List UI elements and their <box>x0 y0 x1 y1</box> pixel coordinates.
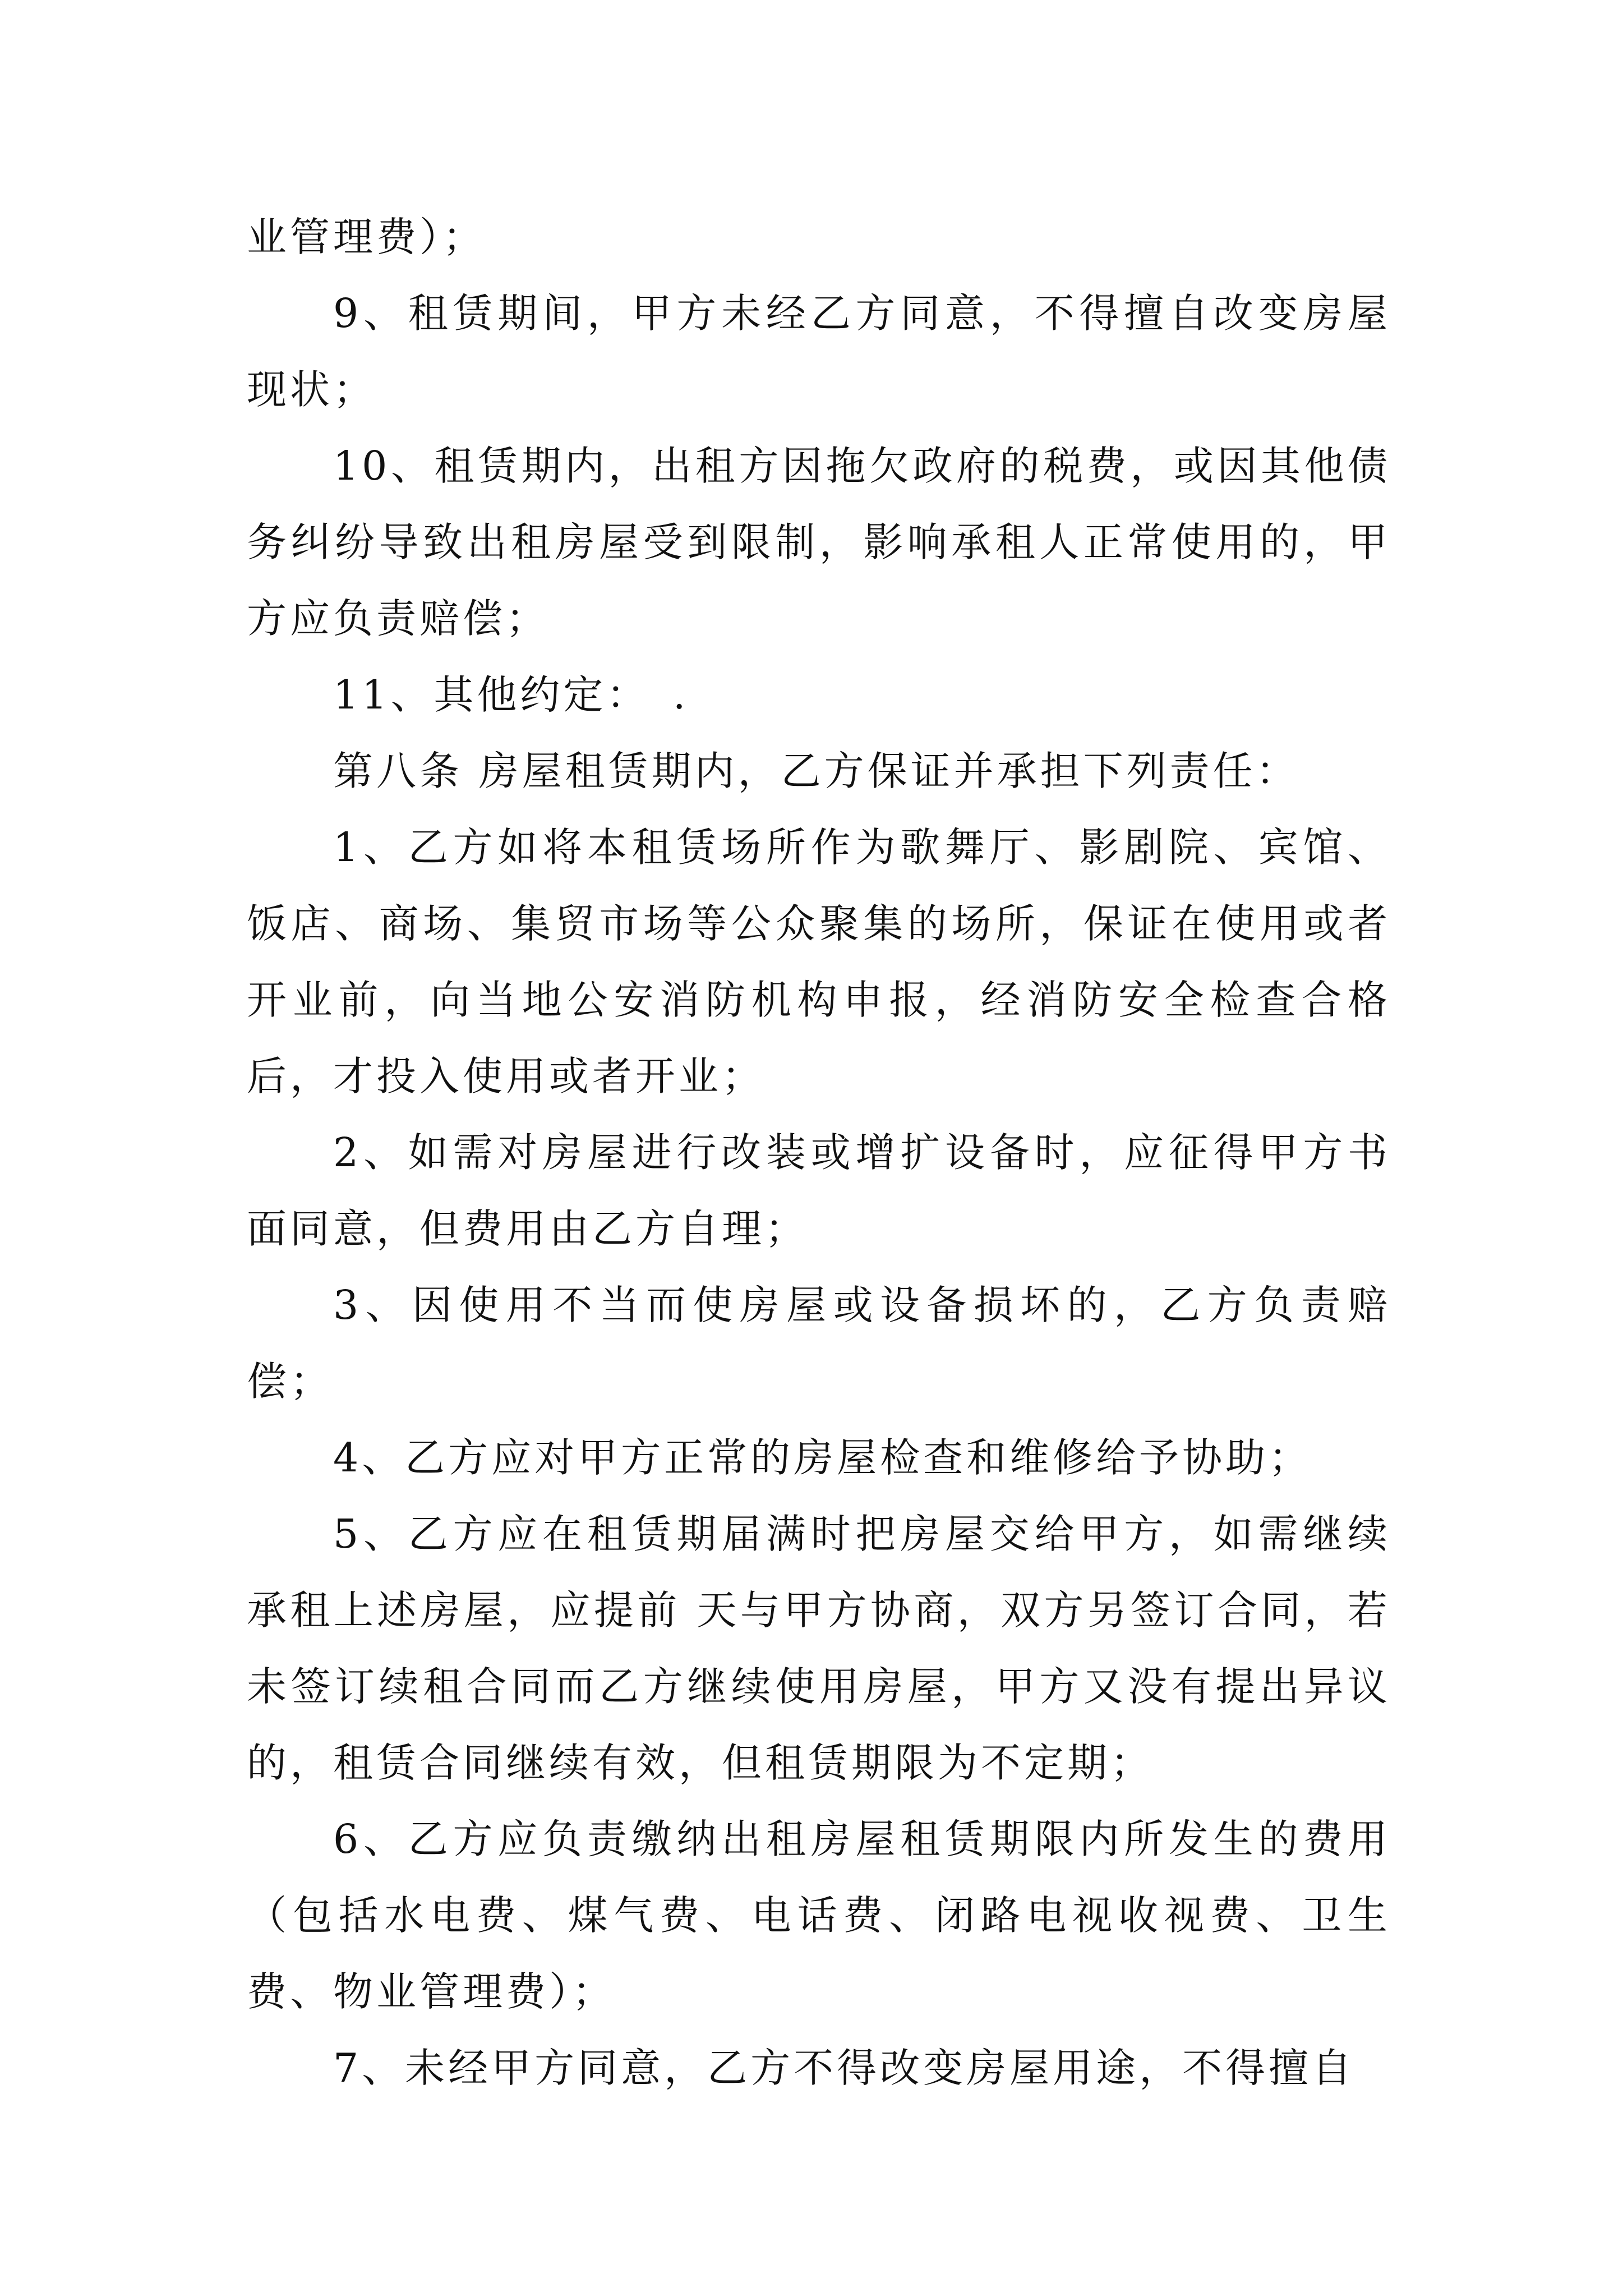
section-heading: 第八条 房屋租赁期内，乙方保证并承担下列责任： <box>333 748 1299 794</box>
paragraph: 7、未经甲方同意，乙方不得改变房屋用途，不得擅自 <box>333 2045 1355 2091</box>
paragraph: 2、如需对房屋进行改装或增扩设备时，应征得甲方书面同意，但费用由乙方自理； <box>247 1129 1391 1252</box>
paragraph: 业管理费）； <box>247 214 486 260</box>
paragraph: 11、其他约定： . <box>333 671 689 718</box>
paragraph: 4、乙方应对甲方正常的房屋检查和维修给予协助； <box>333 1434 1312 1481</box>
paragraph: 10、租赁期内，出租方因拖欠政府的税费，或因其他债务纠纷导致出租房屋受到限制，影响承租人正常使用的，甲方应负责赔偿； <box>247 443 1391 642</box>
paragraph: 1、乙方如将本租赁场所作为歌舞厅、影剧院、宾馆、饭店、商场、集贸市场等公众聚集的场所，保证在使用或者开业前，向当地公安消防机构申报，经消防安全检查合格后，才投入使用或者开业； <box>247 824 1391 1099</box>
paragraph: 3、因使用不当而使房屋或设备损坏的，乙方负责赔偿； <box>247 1282 1391 1405</box>
document-page <box>247 199 1391 2106</box>
paragraph: 9、租赁期间，甲方未经乙方同意，不得擅自改变房屋现状； <box>247 290 1391 413</box>
paragraph: 5、乙方应在租赁期届满时把房屋交给甲方，如需继续承租上述房屋，应提前 天与甲方协商，双方另签订合同，若未签订续租合同而乙方继续使用房屋，甲方又没有提出异议的，租赁合同继续有效，但租赁期限为不定期； <box>247 1511 1391 1786</box>
paragraph: 6、乙方应负责缴纳出租房屋租赁期限内所发生的费用（包括水电费、煤气费、电话费、闭路电视收视费、卫生费、物业管理费）； <box>247 1816 1391 2015</box>
